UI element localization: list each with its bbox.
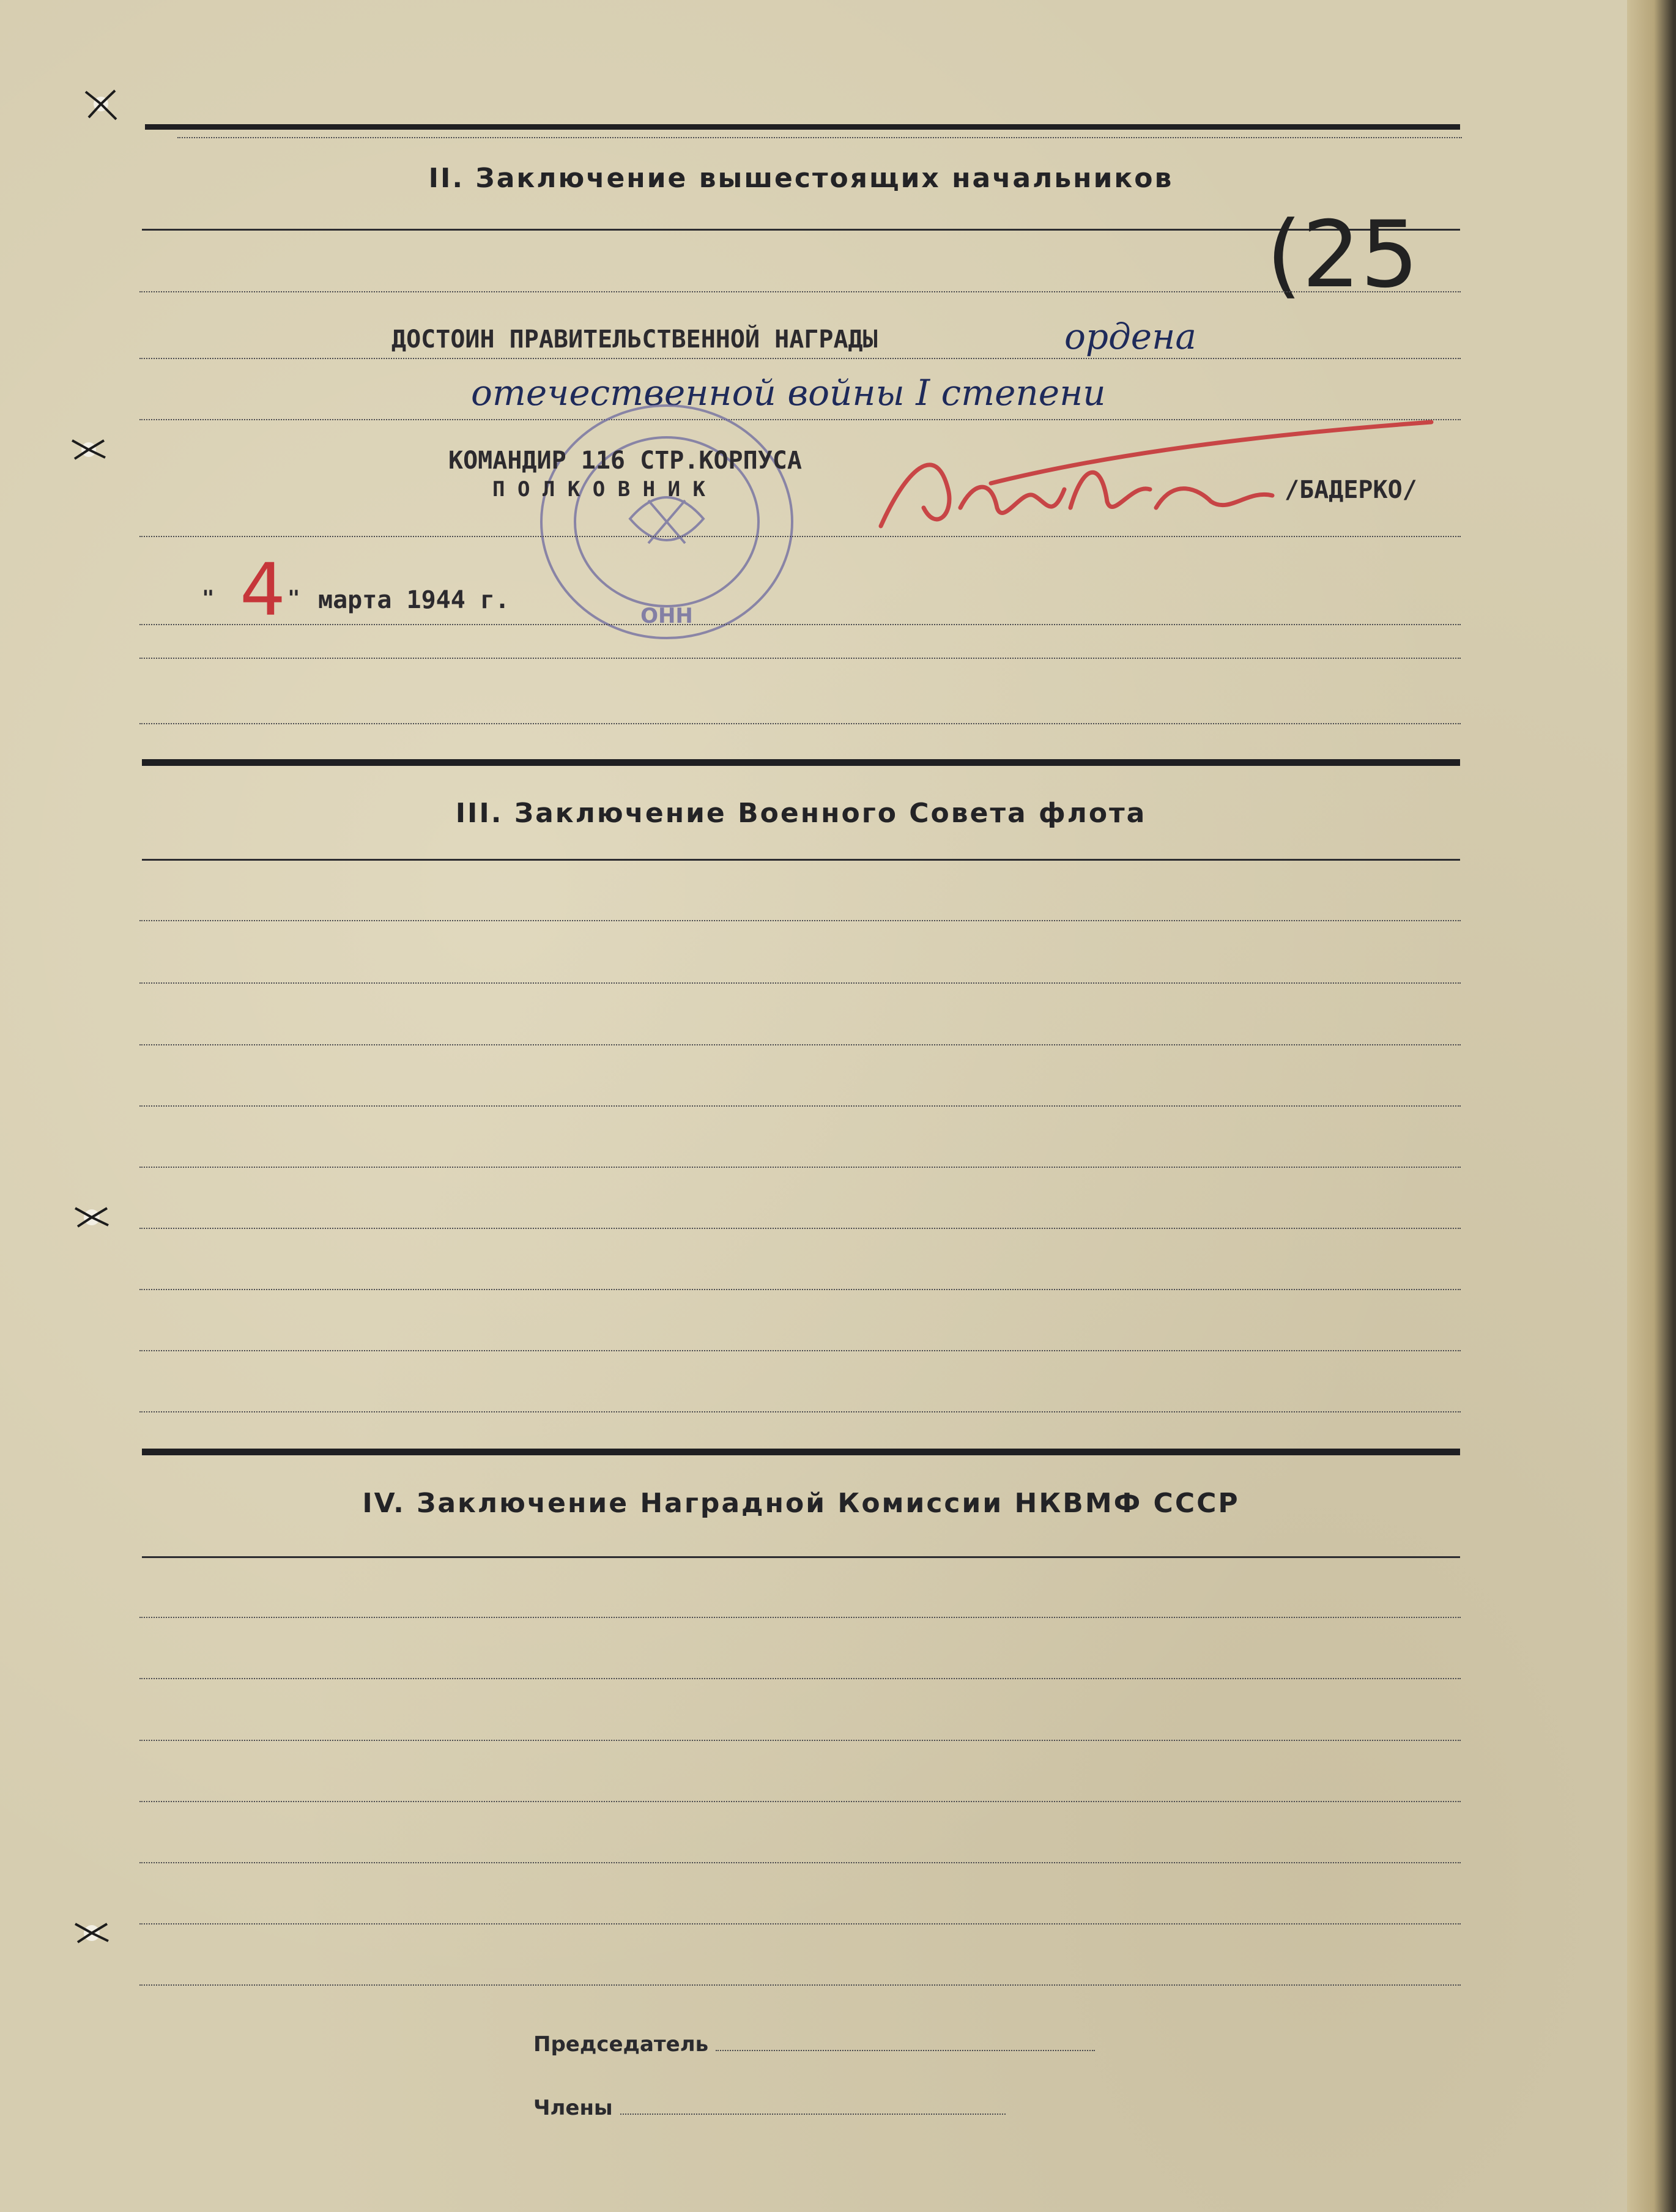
members-label: Члены <box>533 2096 613 2120</box>
members-signature-field <box>620 2114 1006 2115</box>
commander-name: /БАДЕРКО/ <box>1285 476 1417 504</box>
section-4-heading: IV. Заключение Наградной Комиссии НКВМФ СССР <box>362 1488 1240 1519</box>
ruled-line <box>139 358 1461 359</box>
section-3-heading: III. Заключение Военного Совета флота <box>455 798 1147 829</box>
punch-hole-icon <box>64 1906 119 1961</box>
ruled-line <box>139 658 1461 659</box>
ruled-line <box>139 291 1461 292</box>
section-rule <box>142 759 1460 766</box>
ruled-line <box>177 137 1462 138</box>
ruled-line <box>139 1862 1461 1863</box>
chairman-signature-field <box>716 2050 1095 2051</box>
chairman-line <box>533 2032 1095 2057</box>
ruled-line <box>139 1801 1461 1802</box>
section-rule <box>145 124 1460 130</box>
ruled-line <box>139 1044 1461 1045</box>
ruled-line <box>139 1678 1461 1679</box>
ruled-line <box>142 229 1460 231</box>
commander-rank: П О Л К О В Н И К <box>492 477 705 502</box>
ruled-line <box>139 920 1461 921</box>
ruled-line <box>139 1923 1461 1924</box>
punch-hole-icon <box>73 73 128 135</box>
chairman-label: Председатель <box>533 2032 709 2057</box>
ruled-line <box>139 1167 1461 1168</box>
paper-edge <box>1627 0 1676 2212</box>
ruled-line <box>139 982 1461 984</box>
punch-hole-icon <box>64 1190 119 1245</box>
ruled-line <box>139 1617 1461 1618</box>
ruled-line <box>142 859 1460 861</box>
ruled-line <box>139 723 1461 724</box>
date-day: 4 <box>240 547 286 632</box>
official-stamp <box>532 396 801 647</box>
ruled-line <box>139 536 1461 537</box>
ruled-line <box>139 1350 1461 1351</box>
ruled-line <box>139 1411 1461 1412</box>
date-open-quote: " <box>202 586 215 611</box>
ruled-line <box>139 1228 1461 1229</box>
section-2-heading: II. Заключение вышестоящих начальников <box>428 163 1174 194</box>
ruled-line <box>142 1556 1460 1558</box>
commander-position: КОМАНДИР 116 СТР.КОРПУСА <box>448 447 802 475</box>
ruled-line <box>139 624 1461 625</box>
ruled-line <box>139 1289 1461 1290</box>
ruled-line <box>139 1984 1461 1986</box>
ruled-line <box>139 1105 1461 1107</box>
stamp-text: ОНН <box>640 604 693 628</box>
date-text: марта 1944 г. <box>318 586 510 614</box>
members-line <box>533 2096 1006 2120</box>
award-handwritten-word: ордена <box>1064 316 1196 357</box>
margin-mark: (25 <box>1266 202 1419 308</box>
award-handwritten-line: отечественной войны I степени <box>471 372 1106 414</box>
ruled-line <box>139 1740 1461 1741</box>
award-typed-text: ДОСТОИН ПРАВИТЕЛЬСТВЕННОЙ НАГРАДЫ <box>391 325 878 354</box>
punch-hole-icon <box>61 422 116 477</box>
section-rule <box>142 1449 1460 1455</box>
date-close-quote: " <box>287 586 300 611</box>
